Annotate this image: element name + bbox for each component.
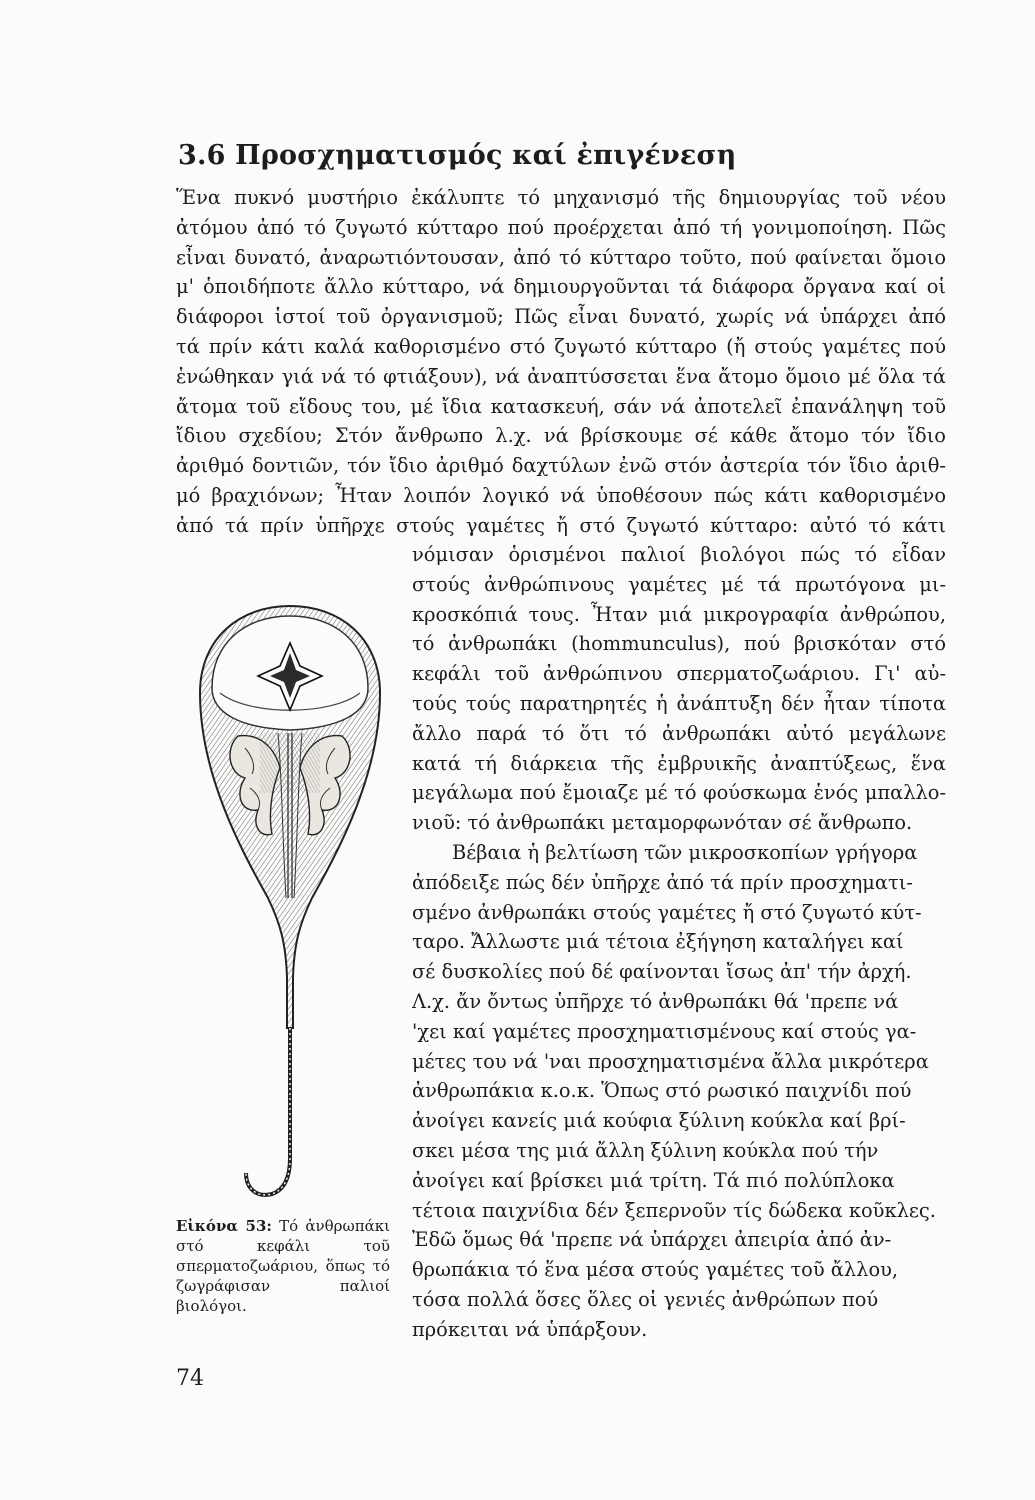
text-line: διάφοροι ἱστοί τοῦ ὀργανισμοῦ; Πῶς εἶναι δυνατό, χωρίς νά ὑπάρχει ἀπό — [176, 305, 946, 329]
paragraph-homunculus — [412, 540, 946, 838]
text-line: κατά τή διάρκεια τῆς ἐμβρυικῆς ἀναπτύξεως, ἕνα — [412, 751, 946, 775]
text-line: τούς τούς παρατηρητές ἡ ἀνάπτυξη δέν ἦταν τίποτα — [412, 691, 946, 715]
text-line: μεγάλωμα πού ἔμοιαζε μέ τό φούσκωμα ἑνός μπαλλο- — [412, 781, 946, 805]
text-line: ἄλλο παρά τό ὅτι τό ἀνθρωπάκι αὐτό μεγάλωνε — [412, 721, 946, 745]
text-line: ἑνώθηκαν γιά νά τό φτιάξουν), νά ἀναπτύσσεται ἕνα ἄτομο ὅμοιο μέ ὅλα τά — [176, 364, 946, 388]
text-line: σκει μέσα της μιά ἄλλη ξύλινη κούκλα πού τήν — [412, 1138, 879, 1162]
text-line: τά πρίν κάτι καλά καθορισμένο στό ζυγωτό κύτταρο (ἤ στούς γαμέτες πού — [176, 334, 946, 358]
text-line: εἶναι δυνατό, ἀναρωτιόντουσαν, ἀπό τό κύτταρο τοῦτο, πού φαίνεται ὅμοιο — [176, 245, 946, 269]
text-line: στούς ἀνθρώπινους γαμέτες μέ τά πρωτόγονα μι- — [412, 572, 946, 596]
text-line: 'χει καί γαμέτες προσχηματισμένους καί στούς γα- — [412, 1019, 917, 1043]
text-line: τό ἀνθρωπάκι (hommunculus), πού βρισκόταν στό — [412, 632, 946, 656]
homunculus-sperm-illustration — [190, 598, 390, 1208]
text-line: ἀπό τά πρίν ὑπῆρχε στούς γαμέτες ἤ στό ζυγωτό κύτταρο: αὐτό τό κάτι — [176, 513, 946, 537]
text-line: ταρο. Ἄλλωστε μιά τέτοια ἐξήγηση καταλήγει καί — [412, 930, 904, 954]
text-line: κεφάλι τοῦ ἀνθρώπινου σπερματοζωάριου. Γι' αὐ- — [412, 662, 946, 686]
text-line: νόμισαν ὁρισμένοι παλιοί βιολόγοι πώς τό εἶδαν — [412, 543, 946, 566]
text-line: πρόκειται νά ὑπάρξουν. — [412, 1317, 648, 1341]
text-line: ἀνοίγει κανείς μιά κούφια ξύλινη κούκλα καί βρί- — [412, 1109, 906, 1133]
text-line: μέτες του νά 'ναι προσχηματισμένα ἄλλα μικρότερα — [412, 1049, 929, 1073]
text-line: ἀνοίγει καί βρίσκει μιά τρίτη. Τά πιό πολύπλοκα — [412, 1168, 895, 1192]
text-line: τέτοια παιχνίδια δέν ξεπερνοῦν τίς δώδεκα κοῦκλες. — [412, 1198, 936, 1222]
text-line: Λ.χ. ἄν ὄντως ὑπῆρχε τό ἀνθρωπάκι θά 'πρεπε νά — [412, 989, 899, 1013]
section-heading: 3.6 Προσχηματισμός καί ἐπιγένεση — [178, 140, 737, 171]
figure-label: Εἰκόνα 53: — [176, 1217, 272, 1235]
text-line: ἀτόμου ἀπό τό ζυγωτό κύτταρο πού προέρχεται ἀπό τή γονιμοποίηση. Πῶς — [176, 215, 946, 239]
text-line: ἀνθρωπάκια κ.ο.κ. Ὅπως στό ρωσικό παιχνίδι πού — [412, 1079, 912, 1103]
figure-caption-text: Τό ἀνθρωπάκι στό κεφάλι τοῦ σπερματοζωάριου, ὅπως τό ζωγράφισαν παλιοί βιολόγοι. — [176, 1217, 390, 1315]
tail — [246, 1028, 290, 1195]
text-line: κροσκόπιά τους. Ἦταν μιά μικρογραφία ἀνθρώπου, — [412, 602, 946, 626]
text-line: νιοῦ: τό ἀνθρωπάκι μεταμορφωνόταν σέ ἄνθρωπο. — [412, 811, 913, 835]
text-line: Ἐδῶ ὅμως θά 'πρεπε νά ὑπάρχει ἀπειρία ἀπό ἀν- — [412, 1228, 892, 1252]
text-line: ἴδιου σχεδίου; Στόν ἄνθρωπο λ.χ. νά βρίσκουμε σέ κάθε ἄτομο τόν ἴδιο — [176, 424, 946, 448]
text-line: Βέβαια ἡ βελτίωση τῶν μικροσκοπίων γρήγορα — [452, 841, 918, 864]
text-line: ἀριθμό δοντιῶν, τόν ἴδιο ἀριθμό δαχτύλων ἐνῶ στόν ἀστερία τόν ἴδιο ἀριθ- — [176, 454, 946, 478]
paragraph-microscopes — [412, 838, 946, 1345]
text-line: σέ δυσκολίες πού δέ φαίνονται ἴσως ἀπ' τήν ἀρχή. — [412, 960, 912, 984]
paragraph-intro — [176, 183, 946, 541]
text-line: ἄτομα τοῦ εἴδους του, μέ ἴδια κατασκευή, σάν νά ἀποτελεῖ ἐπανάληψη τοῦ — [176, 394, 946, 418]
text-line: σμένο ἀνθρωπάκι στούς γαμέτες ἤ στό ζυγωτό κύτ- — [412, 900, 922, 924]
figure-caption — [176, 1216, 390, 1316]
text-line: τόσα πολλά ὅσες ὅλες οἱ γενιές ἀνθρώπων πού — [412, 1287, 879, 1311]
text-line: μό βραχιόνων; Ἦταν λοιπόν λογικό νά ὑποθέσουν πώς κάτι καθορισμένο — [176, 483, 946, 507]
text-line: ἀπόδειξε πώς δέν ὑπῆρχε ἀπό τά πρίν προσχηματι- — [412, 870, 913, 894]
text-line: μ' ὁποιδήποτε ἄλλο κύτταρο, νά δημιουργοῦνται τά διάφορα ὄργανα καί οἱ — [176, 275, 946, 299]
text-line: Ἕνα πυκνό μυστήριο ἐκάλυπτε τό μηχανισμό τῆς δημιουργίας τοῦ νέου — [176, 186, 946, 209]
text-line: θρωπάκια τό ἕνα μέσα στούς γαμέτες τοῦ ἄλλου, — [412, 1258, 899, 1282]
page-number: 74 — [176, 1366, 204, 1391]
